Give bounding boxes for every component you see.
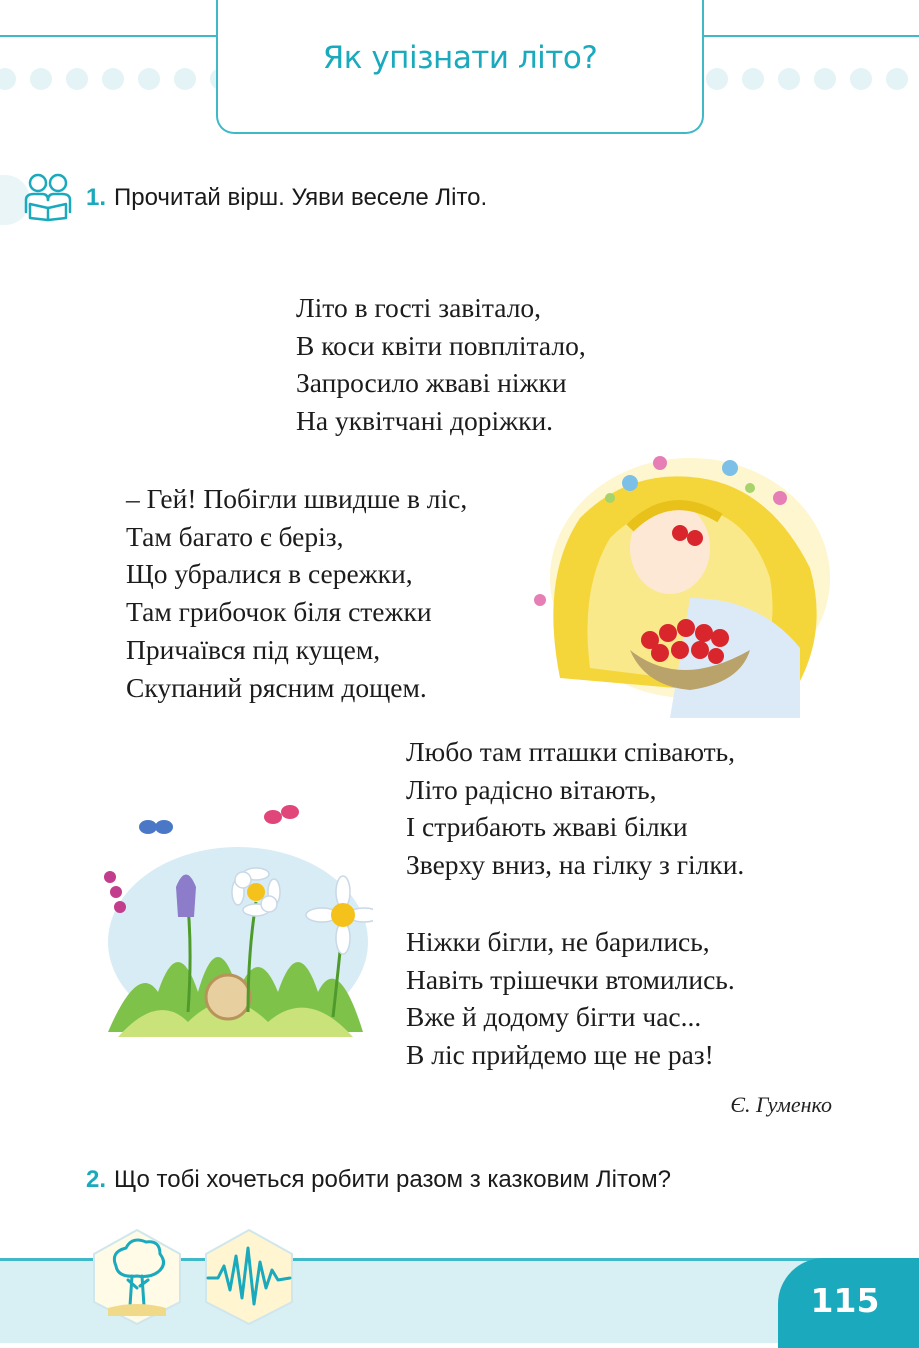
poem-line: І стрибають жваві білки [406, 811, 688, 843]
poem-line: Вже й додому бігти час... [406, 1001, 702, 1033]
header-dots-right [706, 68, 908, 90]
soundwave-icon [200, 1226, 298, 1326]
task-2-text: Що тобі хочеться робити разом з казковим Літом? [114, 1166, 671, 1193]
task-2 [86, 1166, 671, 1194]
poem-line: Запросило жваві ніжки [296, 367, 567, 399]
poem-line: Літо в гості завітало, [296, 292, 542, 323]
poem-line: На уквітчані доріжки. [296, 405, 554, 437]
page-title: Як упізнати літо? [322, 40, 598, 76]
poem-line: Що убралися в сережки, [126, 558, 413, 590]
poem-author: Є. Гуменко [730, 1092, 832, 1117]
summer-girl-illustration [520, 428, 840, 720]
poem-line: Там багато є беріз, [126, 520, 344, 552]
poem-line: Причаївся під кущем, [126, 633, 381, 665]
header-line-right [702, 35, 919, 37]
poem-line: – Гей! Побігли швидше в ліс, [126, 483, 468, 514]
poem-line: В ліс прийдемо ще не раз! [406, 1039, 714, 1071]
task-2-number: 2. [86, 1166, 107, 1193]
poem-stanza-1 [296, 289, 586, 440]
poem-line: Любо там пташки співають, [406, 736, 736, 767]
tree-icon [88, 1226, 186, 1326]
poem-stanza-2 [126, 480, 467, 706]
title-box [216, 0, 704, 134]
header-dots-left [0, 68, 232, 90]
poem-stanza-4 [406, 923, 735, 1074]
poem-line: Там грибочок біля стежки [126, 596, 432, 628]
poem-line: В коси квіти повплітало, [296, 329, 586, 361]
header-line-left [0, 35, 218, 37]
poem-line: Ніжки бігли, не барились, [406, 926, 710, 957]
meadow-flowers-illustration [98, 792, 373, 1042]
poem-line: Зверху вниз, на гілку з гілки. [406, 849, 745, 881]
page-number: 115 [810, 1281, 880, 1320]
poem-line: Навіть трішечки втомились. [406, 963, 735, 995]
task-1 [86, 184, 487, 212]
task-1-text: Прочитай вірш. Уяви веселе Літо. [114, 184, 488, 211]
poem-line: Літо радісно вітають, [406, 773, 657, 805]
poem-line: Скупаний рясним дощем. [126, 671, 427, 703]
reading-pair-icon [18, 170, 78, 222]
task-1-number: 1. [86, 184, 107, 211]
poem-stanza-3 [406, 733, 744, 884]
